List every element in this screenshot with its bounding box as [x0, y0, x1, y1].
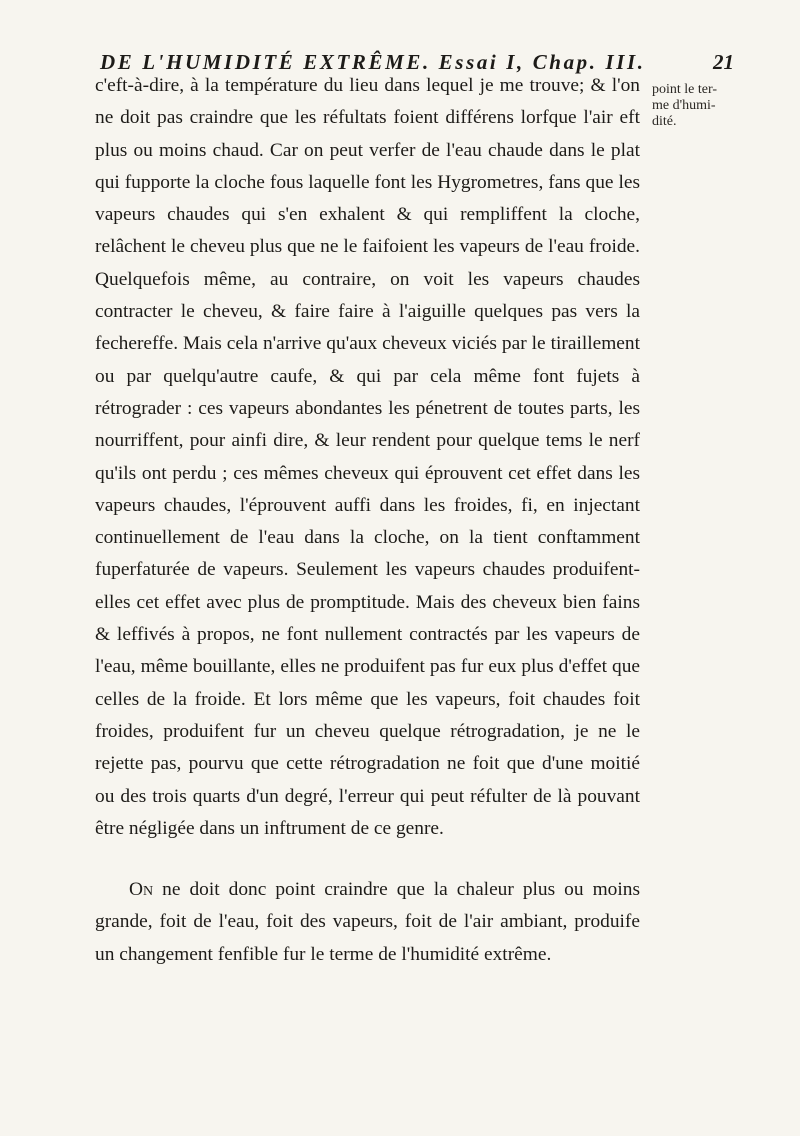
running-head-title: DE L'HUMIDITÉ EXTRÊME. Essai I, Chap. III.	[100, 50, 646, 74]
paragraph-2-lead: On	[129, 879, 154, 901]
body-text	[95, 70, 640, 971]
margin-note-line: dité.	[652, 114, 677, 129]
page-number: 21	[713, 50, 734, 74]
paragraph-1: c'eft-à-dire, à la température du lieu dans lequel je me trouve; & l'on ne doit pas craindre que les réfultats foient différens lorfque l'air eft plus ou moins chaud. Car on peut verfer de l'eau chaude dans le plat qui fupporte la cloche fous laquelle font les Hygrometres, fans que les vapeurs chaudes qui s'en exhalent & qui rempliffent la cloche, relâchent le cheveu plus que ne le faifoient les vapeurs de l'eau froide. Quelquefois même, au contraire, on voit les vapeurs chaudes contracter le cheveu, & faire faire à l'aiguille quelques pas vers la fechereffe. Mais cela n'arrive qu'aux cheveux viciés par le tiraillement ou par quelqu'autre caufe, & qui par cela même font fujets à rétrograder : ces vapeurs abondantes les pénetrent de toutes parts, les nourriffent, pour ainfi dire, & leur rendent pour quelque tems le nerf qu'ils ont perdu ; ces mêmes cheveux qui éprouvent cet effet dans les vapeurs chaudes, l'éprouvent auffi dans les froides, fi, en injectant continuellement de l'eau dans la cloche, on la tient conftamment fuperfaturée de vapeurs. Seulement les vapeurs chaudes produifent-elles cet effet avec plus de promptitude. Mais des cheveux bien fains & leffivés à propos, ne font nullement contractés par les vapeurs de l'eau, même bouillante, elles ne produifent pas fur eux plus d'effet que celles de la froide. Et lors même que les vapeurs, foit chaudes foit froides, produifent fur un cheveu quelque rétrogradation, je ne le rejette pas, pourvu que cette rétrogradation ne foit que d'une moitié ou des trois quarts d'un degré, l'erreur qui peut réfulter de là pouvant être négligée dans un inftrument de ce genre.	[95, 75, 640, 839]
margin-note-line: point le ter-	[652, 82, 718, 97]
paragraph-2	[95, 874, 640, 971]
margin-note-line: me d'humi-	[652, 98, 716, 113]
margin-note	[652, 82, 734, 130]
paragraph-2-text: ne doit donc point craindre que la chaleur plus ou moins grande, foit de l'eau, foit des vapeurs, foit de l'air ambiant, produife un changement fenfible fur le terme de l'humidité extrême.	[95, 879, 640, 965]
